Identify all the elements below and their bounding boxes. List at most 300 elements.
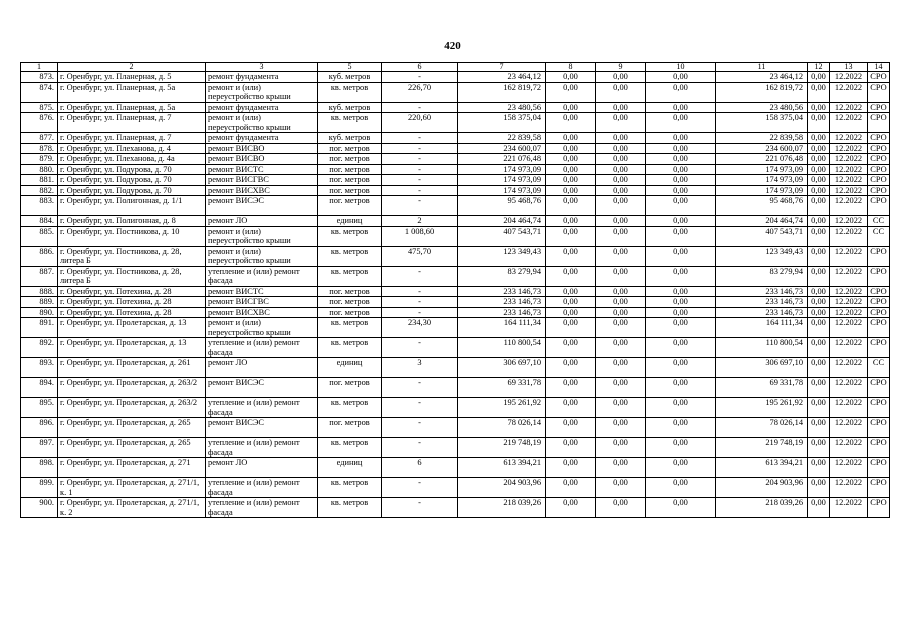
total-cost-cell: 204 464,74 bbox=[716, 216, 808, 227]
column-number: 8 bbox=[546, 63, 596, 72]
cost-cell: 69 331,78 bbox=[458, 378, 546, 398]
quantity-cell: 2 bbox=[382, 216, 458, 227]
row-number-cell: 899. bbox=[21, 478, 58, 498]
column-10-value-cell: 0,00 bbox=[646, 398, 716, 418]
quantity-cell: - bbox=[382, 154, 458, 165]
total-cost-cell: 233 146,73 bbox=[716, 297, 808, 308]
quantity-cell: 3 bbox=[382, 358, 458, 378]
work-type-cell: ремонт ВИСВО bbox=[206, 143, 318, 154]
cost-cell: 162 819,72 bbox=[458, 82, 546, 102]
column-9-value-cell: 0,00 bbox=[596, 246, 646, 266]
column-8-value-cell: 0,00 bbox=[546, 458, 596, 478]
work-type-cell: ремонт ВИСТС bbox=[206, 164, 318, 175]
completion-date-cell: 12.2022 bbox=[830, 164, 868, 175]
cost-cell: 23 480,56 bbox=[458, 102, 546, 113]
address-cell: г. Оренбург, ул. Планерная, д. 5а bbox=[58, 82, 206, 102]
fund-type-cell: СРО bbox=[868, 498, 890, 518]
row-number-cell: 895. bbox=[21, 398, 58, 418]
quantity-cell: - bbox=[382, 307, 458, 318]
fund-type-cell: СРО bbox=[868, 133, 890, 144]
completion-date-cell: 12.2022 bbox=[830, 418, 868, 438]
cost-cell: 78 026,14 bbox=[458, 418, 546, 438]
address-cell: г. Оренбург, ул. Подурова, д. 70 bbox=[58, 164, 206, 175]
table-row bbox=[21, 438, 890, 458]
completion-date-cell: 12.2022 bbox=[830, 246, 868, 266]
unit-cell: пог. метров bbox=[318, 143, 382, 154]
quantity-cell: - bbox=[382, 175, 458, 186]
column-10-value-cell: 0,00 bbox=[646, 102, 716, 113]
column-9-value-cell: 0,00 bbox=[596, 143, 646, 154]
total-cost-cell: 123 349,43 bbox=[716, 246, 808, 266]
column-number: 11 bbox=[716, 63, 808, 72]
fund-type-cell: СРО bbox=[868, 398, 890, 418]
completion-date-cell: 12.2022 bbox=[830, 113, 868, 133]
row-number-cell: 885. bbox=[21, 226, 58, 246]
row-number-cell: 893. bbox=[21, 358, 58, 378]
total-cost-cell: 23 464,12 bbox=[716, 72, 808, 83]
column-10-value-cell: 0,00 bbox=[646, 338, 716, 358]
work-type-cell: ремонт ЛО bbox=[206, 216, 318, 227]
work-type-cell: ремонт ВИСТС bbox=[206, 286, 318, 297]
work-type-cell: ремонт и (или) переустройство крыши bbox=[206, 226, 318, 246]
column-number: 13 bbox=[830, 63, 868, 72]
unit-cell: единиц bbox=[318, 216, 382, 227]
row-number-cell: 884. bbox=[21, 216, 58, 227]
table-row bbox=[21, 102, 890, 113]
column-12-value-cell: 0,00 bbox=[808, 286, 830, 297]
column-12-value-cell: 0,00 bbox=[808, 226, 830, 246]
cost-cell: 233 146,73 bbox=[458, 286, 546, 297]
total-cost-cell: 233 146,73 bbox=[716, 307, 808, 318]
column-9-value-cell: 0,00 bbox=[596, 378, 646, 398]
total-cost-cell: 95 468,76 bbox=[716, 196, 808, 216]
column-10-value-cell: 0,00 bbox=[646, 226, 716, 246]
total-cost-cell: 83 279,94 bbox=[716, 266, 808, 286]
unit-cell: пог. метров bbox=[318, 307, 382, 318]
capital-repair-table bbox=[20, 62, 890, 518]
row-number-cell: 877. bbox=[21, 133, 58, 144]
fund-type-cell: СС bbox=[868, 216, 890, 227]
fund-type-cell: СРО bbox=[868, 378, 890, 398]
total-cost-cell: 613 394,21 bbox=[716, 458, 808, 478]
fund-type-cell: СРО bbox=[868, 307, 890, 318]
fund-type-cell: СРО bbox=[868, 164, 890, 175]
completion-date-cell: 12.2022 bbox=[830, 318, 868, 338]
completion-date-cell: 12.2022 bbox=[830, 133, 868, 144]
completion-date-cell: 12.2022 bbox=[830, 438, 868, 458]
column-12-value-cell: 0,00 bbox=[808, 113, 830, 133]
table-row bbox=[21, 143, 890, 154]
quantity-cell: 475,70 bbox=[382, 246, 458, 266]
table-row bbox=[21, 338, 890, 358]
table-row bbox=[21, 154, 890, 165]
address-cell: г. Оренбург, ул. Планерная, д. 5 bbox=[58, 72, 206, 83]
total-cost-cell: 110 800,54 bbox=[716, 338, 808, 358]
table-row bbox=[21, 286, 890, 297]
quantity-cell: - bbox=[382, 498, 458, 518]
completion-date-cell: 12.2022 bbox=[830, 175, 868, 186]
column-10-value-cell: 0,00 bbox=[646, 307, 716, 318]
column-12-value-cell: 0,00 bbox=[808, 318, 830, 338]
quantity-cell: 220,60 bbox=[382, 113, 458, 133]
column-8-value-cell: 0,00 bbox=[546, 307, 596, 318]
fund-type-cell: СРО bbox=[868, 478, 890, 498]
address-cell: г. Оренбург, ул. Постникова, д. 28, литера Б bbox=[58, 246, 206, 266]
column-9-value-cell: 0,00 bbox=[596, 72, 646, 83]
column-number: 5 bbox=[318, 63, 382, 72]
total-cost-cell: 22 839,58 bbox=[716, 133, 808, 144]
column-9-value-cell: 0,00 bbox=[596, 102, 646, 113]
column-8-value-cell: 0,00 bbox=[546, 398, 596, 418]
completion-date-cell: 12.2022 bbox=[830, 102, 868, 113]
work-type-cell: ремонт ВИСЭС bbox=[206, 378, 318, 398]
column-12-value-cell: 0,00 bbox=[808, 498, 830, 518]
row-number-cell: 896. bbox=[21, 418, 58, 438]
fund-type-cell: СС bbox=[868, 226, 890, 246]
column-12-value-cell: 0,00 bbox=[808, 102, 830, 113]
work-type-cell: ремонт фундамента bbox=[206, 102, 318, 113]
unit-cell: единиц bbox=[318, 358, 382, 378]
fund-type-cell: СРО bbox=[868, 318, 890, 338]
column-number: 3 bbox=[206, 63, 318, 72]
fund-type-cell: СРО bbox=[868, 175, 890, 186]
column-12-value-cell: 0,00 bbox=[808, 216, 830, 227]
column-9-value-cell: 0,00 bbox=[596, 82, 646, 102]
column-12-value-cell: 0,00 bbox=[808, 164, 830, 175]
unit-cell: пог. метров bbox=[318, 286, 382, 297]
column-8-value-cell: 0,00 bbox=[546, 266, 596, 286]
unit-cell: кв. метров bbox=[318, 113, 382, 133]
address-cell: г. Оренбург, ул. Потехина, д. 28 bbox=[58, 297, 206, 308]
quantity-cell: - bbox=[382, 378, 458, 398]
unit-cell: кв. метров bbox=[318, 498, 382, 518]
column-number: 2 bbox=[58, 63, 206, 72]
column-12-value-cell: 0,00 bbox=[808, 478, 830, 498]
total-cost-cell: 219 748,19 bbox=[716, 438, 808, 458]
column-number: 7 bbox=[458, 63, 546, 72]
row-number-cell: 890. bbox=[21, 307, 58, 318]
column-9-value-cell: 0,00 bbox=[596, 398, 646, 418]
unit-cell: кв. метров bbox=[318, 246, 382, 266]
address-cell: г. Оренбург, ул. Подурова, д. 70 bbox=[58, 185, 206, 196]
column-12-value-cell: 0,00 bbox=[808, 185, 830, 196]
column-12-value-cell: 0,00 bbox=[808, 133, 830, 144]
column-8-value-cell: 0,00 bbox=[546, 498, 596, 518]
unit-cell: пог. метров bbox=[318, 164, 382, 175]
column-10-value-cell: 0,00 bbox=[646, 72, 716, 83]
column-12-value-cell: 0,00 bbox=[808, 398, 830, 418]
column-number: 6 bbox=[382, 63, 458, 72]
quantity-cell: - bbox=[382, 286, 458, 297]
unit-cell: пог. метров bbox=[318, 154, 382, 165]
work-type-cell: ремонт фундамента bbox=[206, 72, 318, 83]
work-type-cell: ремонт и (или) переустройство крыши bbox=[206, 318, 318, 338]
column-8-value-cell: 0,00 bbox=[546, 246, 596, 266]
column-12-value-cell: 0,00 bbox=[808, 378, 830, 398]
address-cell: г. Оренбург, ул. Пролетарская, д. 263/2 bbox=[58, 378, 206, 398]
work-type-cell: ремонт и (или) переустройство крыши bbox=[206, 246, 318, 266]
column-8-value-cell: 0,00 bbox=[546, 102, 596, 113]
fund-type-cell: СРО bbox=[868, 438, 890, 458]
cost-cell: 195 261,92 bbox=[458, 398, 546, 418]
column-10-value-cell: 0,00 bbox=[646, 286, 716, 297]
fund-type-cell: СРО bbox=[868, 143, 890, 154]
address-cell: г. Оренбург, ул. Пролетарская, д. 13 bbox=[58, 318, 206, 338]
work-type-cell: утепление и (или) ремонт фасада bbox=[206, 478, 318, 498]
completion-date-cell: 12.2022 bbox=[830, 143, 868, 154]
quantity-cell: - bbox=[382, 418, 458, 438]
column-8-value-cell: 0,00 bbox=[546, 297, 596, 308]
address-cell: г. Оренбург, ул. Постникова, д. 10 bbox=[58, 226, 206, 246]
address-cell: г. Оренбург, ул. Потехина, д. 28 bbox=[58, 286, 206, 297]
column-10-value-cell: 0,00 bbox=[646, 154, 716, 165]
column-10-value-cell: 0,00 bbox=[646, 458, 716, 478]
column-8-value-cell: 0,00 bbox=[546, 113, 596, 133]
table-row bbox=[21, 185, 890, 196]
row-number-cell: 894. bbox=[21, 378, 58, 398]
row-number-cell: 878. bbox=[21, 143, 58, 154]
row-number-cell: 886. bbox=[21, 246, 58, 266]
work-type-cell: утепление и (или) ремонт фасада bbox=[206, 438, 318, 458]
completion-date-cell: 12.2022 bbox=[830, 82, 868, 102]
total-cost-cell: 158 375,04 bbox=[716, 113, 808, 133]
completion-date-cell: 12.2022 bbox=[830, 72, 868, 83]
row-number-cell: 897. bbox=[21, 438, 58, 458]
completion-date-cell: 12.2022 bbox=[830, 154, 868, 165]
column-8-value-cell: 0,00 bbox=[546, 338, 596, 358]
unit-cell: кв. метров bbox=[318, 82, 382, 102]
work-type-cell: утепление и (или) ремонт фасада bbox=[206, 398, 318, 418]
unit-cell: кв. метров bbox=[318, 338, 382, 358]
column-10-value-cell: 0,00 bbox=[646, 438, 716, 458]
unit-cell: единиц bbox=[318, 458, 382, 478]
column-10-value-cell: 0,00 bbox=[646, 378, 716, 398]
column-10-value-cell: 0,00 bbox=[646, 143, 716, 154]
quantity-cell: - bbox=[382, 164, 458, 175]
cost-cell: 204 464,74 bbox=[458, 216, 546, 227]
column-12-value-cell: 0,00 bbox=[808, 72, 830, 83]
column-12-value-cell: 0,00 bbox=[808, 307, 830, 318]
address-cell: г. Оренбург, ул. Планерная, д. 5а bbox=[58, 102, 206, 113]
fund-type-cell: СРО bbox=[868, 154, 890, 165]
column-12-value-cell: 0,00 bbox=[808, 266, 830, 286]
column-10-value-cell: 0,00 bbox=[646, 318, 716, 338]
column-9-value-cell: 0,00 bbox=[596, 266, 646, 286]
total-cost-cell: 164 111,34 bbox=[716, 318, 808, 338]
completion-date-cell: 12.2022 bbox=[830, 478, 868, 498]
quantity-cell: 1 008,60 bbox=[382, 226, 458, 246]
column-8-value-cell: 0,00 bbox=[546, 318, 596, 338]
column-12-value-cell: 0,00 bbox=[808, 297, 830, 308]
table-row bbox=[21, 196, 890, 216]
column-12-value-cell: 0,00 bbox=[808, 438, 830, 458]
row-number-cell: 892. bbox=[21, 338, 58, 358]
address-cell: г. Оренбург, ул. Полигонная, д. 8 bbox=[58, 216, 206, 227]
fund-type-cell: СРО bbox=[868, 185, 890, 196]
fund-type-cell: СРО bbox=[868, 266, 890, 286]
column-10-value-cell: 0,00 bbox=[646, 246, 716, 266]
cost-cell: 164 111,34 bbox=[458, 318, 546, 338]
fund-type-cell: СРО bbox=[868, 82, 890, 102]
cost-cell: 83 279,94 bbox=[458, 266, 546, 286]
fund-type-cell: СРО bbox=[868, 246, 890, 266]
total-cost-cell: 407 543,71 bbox=[716, 226, 808, 246]
work-type-cell: ремонт и (или) переустройство крыши bbox=[206, 82, 318, 102]
column-9-value-cell: 0,00 bbox=[596, 438, 646, 458]
column-10-value-cell: 0,00 bbox=[646, 358, 716, 378]
total-cost-cell: 234 600,07 bbox=[716, 143, 808, 154]
column-10-value-cell: 0,00 bbox=[646, 266, 716, 286]
column-8-value-cell: 0,00 bbox=[546, 286, 596, 297]
work-type-cell: ремонт ВИСГВС bbox=[206, 297, 318, 308]
column-9-value-cell: 0,00 bbox=[596, 318, 646, 338]
address-cell: г. Оренбург, ул. Пролетарская, д. 263/2 bbox=[58, 398, 206, 418]
column-8-value-cell: 0,00 bbox=[546, 133, 596, 144]
table-row bbox=[21, 378, 890, 398]
column-number: 12 bbox=[808, 63, 830, 72]
address-cell: г. Оренбург, ул. Пролетарская, д. 271/1, к. 2 bbox=[58, 498, 206, 518]
table-row bbox=[21, 133, 890, 144]
row-number-cell: 888. bbox=[21, 286, 58, 297]
column-10-value-cell: 0,00 bbox=[646, 418, 716, 438]
table-row bbox=[21, 307, 890, 318]
cost-cell: 613 394,21 bbox=[458, 458, 546, 478]
column-8-value-cell: 0,00 bbox=[546, 438, 596, 458]
total-cost-cell: 204 903,96 bbox=[716, 478, 808, 498]
fund-type-cell: СРО bbox=[868, 102, 890, 113]
address-cell: г. Оренбург, ул. Пролетарская, д. 271/1, к. 1 bbox=[58, 478, 206, 498]
column-number: 9 bbox=[596, 63, 646, 72]
column-8-value-cell: 0,00 bbox=[546, 175, 596, 186]
table-row bbox=[21, 498, 890, 518]
work-type-cell: ремонт ВИСГВС bbox=[206, 175, 318, 186]
column-9-value-cell: 0,00 bbox=[596, 196, 646, 216]
unit-cell: куб. метров bbox=[318, 72, 382, 83]
work-type-cell: ремонт ВИСХВС bbox=[206, 185, 318, 196]
cost-cell: 233 146,73 bbox=[458, 307, 546, 318]
column-10-value-cell: 0,00 bbox=[646, 185, 716, 196]
row-number-cell: 898. bbox=[21, 458, 58, 478]
quantity-cell: 226,70 bbox=[382, 82, 458, 102]
address-cell: г. Оренбург, ул. Планерная, д. 7 bbox=[58, 113, 206, 133]
total-cost-cell: 174 973,09 bbox=[716, 164, 808, 175]
cost-cell: 306 697,10 bbox=[458, 358, 546, 378]
unit-cell: пог. метров bbox=[318, 175, 382, 186]
work-type-cell: ремонт и (или) переустройство крыши bbox=[206, 113, 318, 133]
total-cost-cell: 174 973,09 bbox=[716, 185, 808, 196]
cost-cell: 95 468,76 bbox=[458, 196, 546, 216]
unit-cell: пог. метров bbox=[318, 297, 382, 308]
column-10-value-cell: 0,00 bbox=[646, 498, 716, 518]
completion-date-cell: 12.2022 bbox=[830, 358, 868, 378]
cost-cell: 233 146,73 bbox=[458, 297, 546, 308]
quantity-cell: - bbox=[382, 102, 458, 113]
work-type-cell: утепление и (или) ремонт фасада bbox=[206, 338, 318, 358]
column-10-value-cell: 0,00 bbox=[646, 133, 716, 144]
unit-cell: пог. метров bbox=[318, 378, 382, 398]
cost-cell: 234 600,07 bbox=[458, 143, 546, 154]
column-9-value-cell: 0,00 bbox=[596, 164, 646, 175]
column-9-value-cell: 0,00 bbox=[596, 286, 646, 297]
address-cell: г. Оренбург, ул. Пролетарская, д. 261 bbox=[58, 358, 206, 378]
fund-type-cell: СРО bbox=[868, 297, 890, 308]
column-8-value-cell: 0,00 bbox=[546, 185, 596, 196]
cost-cell: 174 973,09 bbox=[458, 175, 546, 186]
column-8-value-cell: 0,00 bbox=[546, 72, 596, 83]
work-type-cell: ремонт фундамента bbox=[206, 133, 318, 144]
cost-cell: 158 375,04 bbox=[458, 113, 546, 133]
column-9-value-cell: 0,00 bbox=[596, 216, 646, 227]
column-number-row bbox=[21, 63, 890, 72]
unit-cell: куб. метров bbox=[318, 133, 382, 144]
work-type-cell: ремонт ВИСВО bbox=[206, 154, 318, 165]
completion-date-cell: 12.2022 bbox=[830, 266, 868, 286]
column-12-value-cell: 0,00 bbox=[808, 246, 830, 266]
quantity-cell: - bbox=[382, 133, 458, 144]
unit-cell: кв. метров bbox=[318, 438, 382, 458]
total-cost-cell: 23 480,56 bbox=[716, 102, 808, 113]
column-10-value-cell: 0,00 bbox=[646, 113, 716, 133]
column-9-value-cell: 0,00 bbox=[596, 307, 646, 318]
table-row bbox=[21, 478, 890, 498]
row-number-cell: 873. bbox=[21, 72, 58, 83]
address-cell: г. Оренбург, ул. Постникова, д. 28, литера Б bbox=[58, 266, 206, 286]
row-number-cell: 900. bbox=[21, 498, 58, 518]
completion-date-cell: 12.2022 bbox=[830, 398, 868, 418]
column-8-value-cell: 0,00 bbox=[546, 143, 596, 154]
row-number-cell: 887. bbox=[21, 266, 58, 286]
column-10-value-cell: 0,00 bbox=[646, 82, 716, 102]
completion-date-cell: 12.2022 bbox=[830, 216, 868, 227]
column-8-value-cell: 0,00 bbox=[546, 418, 596, 438]
address-cell: г. Оренбург, ул. Плеханова, д. 4 bbox=[58, 143, 206, 154]
cost-cell: 174 973,09 bbox=[458, 164, 546, 175]
unit-cell: пог. метров bbox=[318, 418, 382, 438]
row-number-cell: 875. bbox=[21, 102, 58, 113]
row-number-cell: 879. bbox=[21, 154, 58, 165]
column-10-value-cell: 0,00 bbox=[646, 164, 716, 175]
row-number-cell: 874. bbox=[21, 82, 58, 102]
table-row bbox=[21, 113, 890, 133]
cost-cell: 123 349,43 bbox=[458, 246, 546, 266]
column-12-value-cell: 0,00 bbox=[808, 418, 830, 438]
table-row bbox=[21, 297, 890, 308]
row-number-cell: 882. bbox=[21, 185, 58, 196]
work-type-cell: ремонт ВИСЭС bbox=[206, 196, 318, 216]
completion-date-cell: 12.2022 bbox=[830, 196, 868, 216]
completion-date-cell: 12.2022 bbox=[830, 286, 868, 297]
column-number: 14 bbox=[868, 63, 890, 72]
table-row bbox=[21, 458, 890, 478]
fund-type-cell: СРО bbox=[868, 458, 890, 478]
fund-type-cell: СРО bbox=[868, 418, 890, 438]
quantity-cell: - bbox=[382, 72, 458, 83]
quantity-cell: - bbox=[382, 297, 458, 308]
column-8-value-cell: 0,00 bbox=[546, 478, 596, 498]
table-row bbox=[21, 216, 890, 227]
column-9-value-cell: 0,00 bbox=[596, 133, 646, 144]
fund-type-cell: СРО bbox=[868, 113, 890, 133]
address-cell: г. Оренбург, ул. Пролетарская, д. 13 bbox=[58, 338, 206, 358]
column-9-value-cell: 0,00 bbox=[596, 113, 646, 133]
row-number-cell: 876. bbox=[21, 113, 58, 133]
quantity-cell: - bbox=[382, 143, 458, 154]
column-number: 1 bbox=[21, 63, 58, 72]
total-cost-cell: 69 331,78 bbox=[716, 378, 808, 398]
column-9-value-cell: 0,00 bbox=[596, 297, 646, 308]
unit-cell: кв. метров bbox=[318, 266, 382, 286]
column-9-value-cell: 0,00 bbox=[596, 154, 646, 165]
